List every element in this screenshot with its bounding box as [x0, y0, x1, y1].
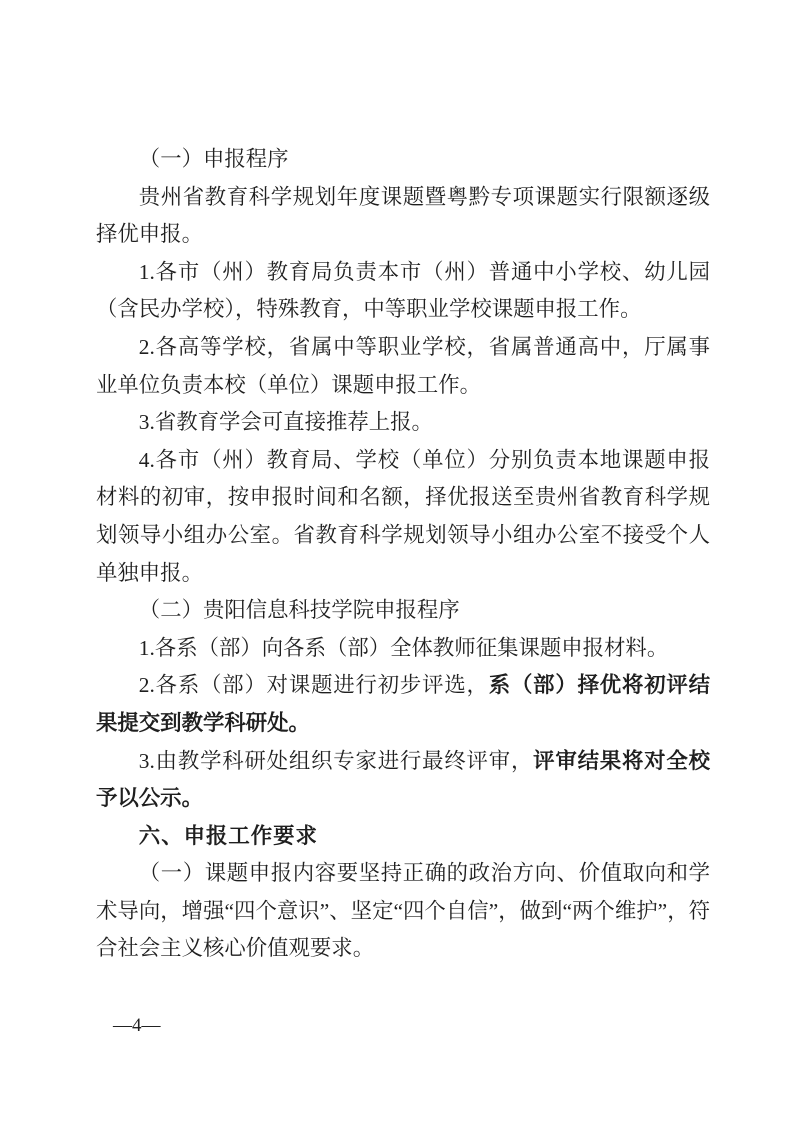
paragraph-intro: 贵州省教育科学规划年度课题暨粤黔专项课题实行限额逐级择优申报。: [96, 184, 710, 247]
paragraph-section-2-title: （二）贵阳信息科技学院申报程序: [138, 598, 460, 623]
paragraph-item-2-2: [96, 667, 710, 742]
page-number: —4—: [113, 1015, 161, 1036]
paragraph-item-2-1: 1.各系（部）向各系（部）全体教师征集课题申报材料。: [138, 635, 669, 660]
document-body: [96, 141, 710, 968]
paragraph-item-2-3: [96, 743, 710, 818]
paragraph-bold-text: 系（部）择优将初评结果提交到教学科研处。: [96, 673, 710, 735]
paragraph-section-1-title: （一）申报程序: [138, 147, 289, 171]
section-heading-requirements: 六、申报工作要求: [138, 823, 318, 848]
paragraph-requirement-1: （一）课题申报内容要坚持正确的政治方向、价值取向和学术导向，增强“四个意识”、坚定“四个自信”，做到“两个维护”，符合社会主义核心价值观要求。: [96, 861, 710, 961]
paragraph-item-1: 1.各市（州）教育局负责本市（州）普通中小学校、幼儿园（含民办学校），特殊教育，中等职业学校课题申报工作。: [96, 259, 710, 322]
paragraph-text: 2.各系（部）对课题进行初步评选，: [138, 673, 489, 698]
paragraph-text: 3.由教学科研处组织专家进行最终评审，: [138, 748, 534, 773]
paragraph-item-4: 4.各市（州）教育局、学校（单位）分别负责本地课题申报材料的初审，按申报时间和名额，择优报送至贵州省教育科学规划领导小组办公室。省教育科学规划领导小组办公室不接受个人单独申报。: [96, 447, 710, 585]
paragraph-item-2: 2.各高等学校，省属中等职业学校，省属普通高中，厅属事业单位负责本校（单位）课题申报工作。: [96, 334, 710, 397]
paragraph-bold-text: 评审结果将对全校予以公示。: [96, 748, 710, 811]
paragraph-item-3: 3.省教育学会可直接推荐上报。: [138, 410, 433, 435]
